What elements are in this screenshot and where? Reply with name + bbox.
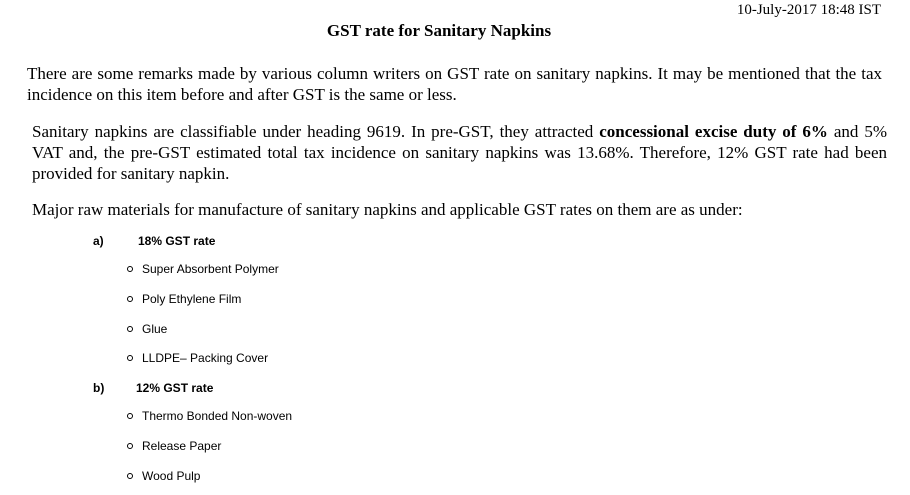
list-item-label: Thermo Bonded Non-woven xyxy=(142,409,293,423)
section-a-heading: 18% GST rate xyxy=(138,234,216,248)
list-item-label: Glue xyxy=(142,322,168,336)
list-item-label: Release Paper xyxy=(142,439,222,453)
list-item-label: Super Absorbent Polymer xyxy=(142,262,279,276)
list-item xyxy=(127,409,292,423)
section-b-marker: b) xyxy=(93,381,105,395)
list-item xyxy=(127,439,221,453)
list-item-label: Wood Pulp xyxy=(142,469,201,483)
timestamp: 10-July-2017 18:48 IST xyxy=(736,2,881,18)
section-b-heading: 12% GST rate xyxy=(136,381,214,395)
paragraph-classification-text-before: Sanitary napkins are classifiable under heading 9619. In pre-GST, they attracted xyxy=(32,122,600,141)
paragraph-classification xyxy=(27,121,887,184)
bullet-circle-icon xyxy=(127,296,133,302)
list-item xyxy=(127,469,200,483)
paragraph-classification-text-after: and 5% VAT and, the pre-GST estimated total tax incidence on sanitary napkins was 13.68%. Therefore, 12% GST rate had been provided for sanitary napkin. xyxy=(32,122,887,183)
bullet-circle-icon xyxy=(127,355,133,361)
list-item xyxy=(127,292,241,306)
bullet-circle-icon xyxy=(127,473,133,479)
page-title: GST rate for Sanitary Napkins xyxy=(326,21,552,40)
bullet-circle-icon xyxy=(127,413,133,419)
list-item xyxy=(127,322,167,336)
list-item xyxy=(127,351,268,365)
paragraph-raw-materials: Major raw materials for manufacture of sanitary napkins and applicable GST rates on them are as under: xyxy=(32,200,743,219)
list-item xyxy=(127,262,279,276)
list-item-label: LLDPE– Packing Cover xyxy=(142,351,269,365)
bullet-circle-icon xyxy=(127,326,133,332)
paragraph-classification-bold: concessional excise duty of 6% xyxy=(599,122,828,141)
list-item-label: Poly Ethylene Film xyxy=(142,292,242,306)
section-a-marker: a) xyxy=(93,234,104,248)
bullet-circle-icon xyxy=(127,266,133,272)
bullet-circle-icon xyxy=(127,443,133,449)
paragraph-intro: There are some remarks made by various column writers on GST rate on sanitary napkins. It may be mentioned that the tax incidence on this item before and after GST is the same or less. xyxy=(27,64,882,104)
